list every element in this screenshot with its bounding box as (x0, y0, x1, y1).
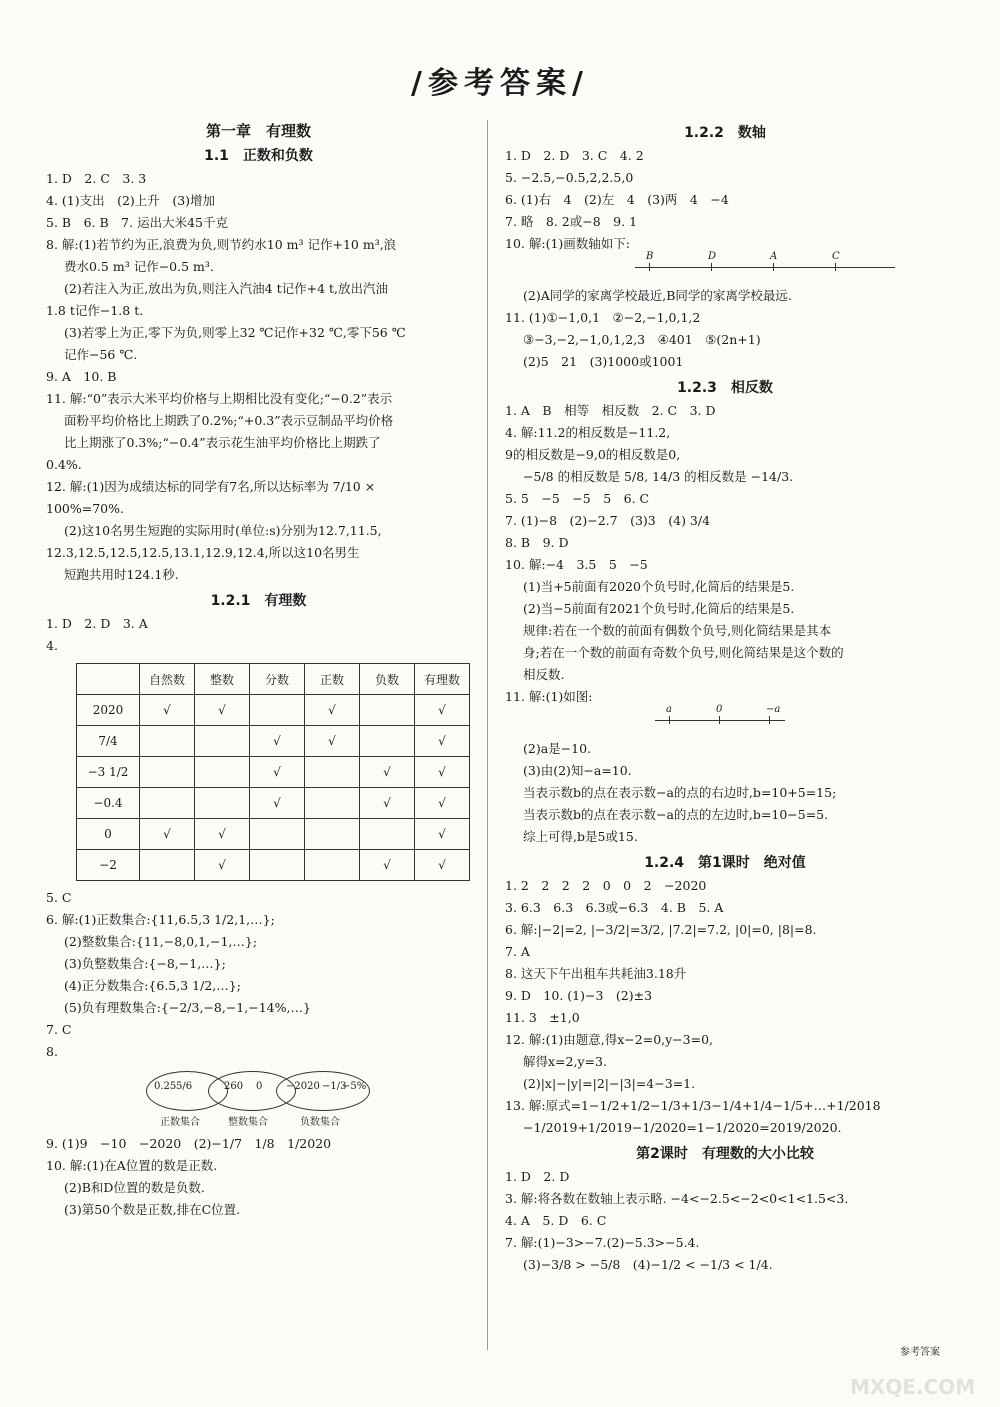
answer-line: 4. A 5. D 6. C (505, 1213, 607, 1228)
table-cell: √ (195, 850, 250, 881)
answer-line: 11. 解:“0”表示大米平均价格与上期相比没有变化;“−0.2”表示 (46, 391, 393, 406)
section-1-1-title: 1.1 正数和负数 (204, 148, 313, 164)
answer-line: 1. D 2. D (505, 1169, 570, 1184)
table-cell: −0.4 (77, 788, 140, 819)
number-line-label: 0 (716, 704, 723, 715)
answer-line: 综上可得,b是5或15. (523, 829, 638, 844)
table-cell: √ (195, 819, 250, 850)
answer-line: (2)5 21 (3)1000或1001 (523, 354, 684, 369)
number-classification-table (76, 663, 470, 881)
table-cell: 有理数 (415, 664, 470, 695)
answer-line: 1.8 t记作−1.8 t. (46, 303, 144, 318)
table-row (77, 850, 470, 881)
venn-label: 整数集合 (228, 1117, 268, 1128)
table-cell (140, 726, 195, 757)
answer-line: (5)负有理数集合:{−2/3,−8,−1,−14%,…} (64, 1000, 311, 1015)
table-cell: √ (415, 850, 470, 881)
column-divider (487, 120, 488, 1350)
number-line-tick (769, 716, 770, 724)
table-cell (195, 757, 250, 788)
answer-line: 6. 解:|−2|=2, |−3/2|=3/2, |7.2|=7.2, |0|=0, |8|=8. (505, 922, 817, 937)
section-1-2-4-answers (505, 875, 945, 1139)
table-cell (360, 695, 415, 726)
answer-line: 12. 解:(1)因为成绩达标的同学有7名,所以达标率为 7/10 × (46, 479, 376, 494)
table-cell: √ (305, 695, 360, 726)
table-cell (305, 819, 360, 850)
table-cell (305, 788, 360, 819)
answer-line: 规律:若在一个数的前面有偶数个负号,则化简结果是其本 (523, 623, 832, 638)
number-line-label: A (770, 251, 778, 262)
answer-line: 记作−56 ℃. (64, 347, 138, 362)
venn-item: −2020 (286, 1081, 320, 1092)
table-cell: 自然数 (140, 664, 195, 695)
answer-line: 10. 解:(1)画数轴如下: (505, 236, 630, 251)
answer-line: 8. B 9. D (505, 535, 569, 550)
answer-line: 1. D 2. D 3. A (46, 616, 148, 631)
answer-line: 9. (1)9 −10 −2020 (2)−1/7 1/8 1/2020 (46, 1136, 332, 1151)
answer-line: (1)当+5前面有2020个负号时,化简后的结果是5. (523, 579, 795, 594)
table-cell: √ (140, 695, 195, 726)
table-cell: 0 (77, 819, 140, 850)
venn-item: 0.25 (154, 1081, 177, 1092)
answer-line: 7. (1)−8 (2)−2.7 (3)3 (4) 3/4 (505, 513, 711, 528)
table-cell: √ (415, 819, 470, 850)
answer-line: 11. 解:(1)如图: (505, 689, 593, 704)
number-line-tick (649, 263, 650, 271)
answer-line: −5/8 的相反数是 5/8, 14/3 的相反数是 −14/3. (523, 469, 794, 484)
table-cell (305, 850, 360, 881)
answer-line: (3)−3/8 > −5/8 (4)−1/2 < −1/3 < 1/4. (523, 1257, 773, 1272)
left-column (46, 118, 471, 1221)
answer-line: 13. 解:原式=1−1/2+1/2−1/3+1/3−1/4+1/4−1/5+…+1/2018 (505, 1098, 881, 1113)
answer-line: (2)当−5前面有2021个负号时,化简后的结果是5. (523, 601, 795, 616)
table-cell (305, 757, 360, 788)
number-line-tick (835, 263, 836, 271)
table-cell: √ (415, 757, 470, 788)
section-1-2-1-answers-cont (46, 887, 471, 1063)
answer-line: 8. 解:(1)若节约为正,浪费为负,则节约水10 m³ 记作+10 m³,浪 (46, 237, 397, 252)
table-cell: √ (415, 695, 470, 726)
section-1-2-3-title: 1.2.3 相反数 (677, 380, 773, 396)
answer-line: 1. A B 相等 相反数 2. C 3. D (505, 403, 716, 418)
answer-line: 7. C (46, 1022, 72, 1037)
answer-line: 9的相反数是−9,0的相反数是0, (505, 447, 681, 462)
answer-line: 9. A 10. B (46, 369, 117, 384)
answer-line: 8. 这天下午出租车共耗油3.18升 (505, 966, 687, 981)
table-cell (140, 757, 195, 788)
number-line-tick (669, 716, 670, 724)
table-cell: 7/4 (77, 726, 140, 757)
answer-line: 5. B 6. B 7. 运出大米45千克 (46, 215, 228, 230)
answer-line: 解得x=2,y=3. (523, 1054, 607, 1069)
answer-line: 100%=70%. (46, 501, 124, 516)
chapter-title: 第一章 有理数 (205, 122, 311, 140)
table-cell: √ (250, 726, 305, 757)
footer-label: 参考答案 (900, 1347, 940, 1358)
answer-line: 6. (1)右 4 (2)左 4 (3)两 4 −4 (505, 192, 729, 207)
section-1-2-1-answers (46, 613, 471, 657)
table-cell: √ (305, 726, 360, 757)
section-1-2-4-title: 1.2.4 第1课时 绝对值 (644, 855, 806, 871)
answer-line: 7. 解:(1)−3>−7.(2)−5.3>−5.4. (505, 1235, 700, 1250)
section-1-2-3-answers (505, 400, 945, 708)
number-line-label: a (666, 704, 672, 715)
lesson-2-answers (505, 1166, 945, 1276)
answer-line: 3. 6.3 6.3 6.3或−6.3 4. B 5. A (505, 900, 724, 915)
answer-line: 7. 略 8. 2或−8 9. 1 (505, 214, 638, 229)
table-cell (195, 788, 250, 819)
number-line-2-axis (655, 720, 785, 721)
answer-line: 3. 解:将各数在数轴上表示略. −4<−2.5<−2<0<1<1.5<3. (505, 1191, 849, 1206)
answer-line: 1. 2 2 2 2 0 0 2 −2020 (505, 878, 707, 893)
table-row (77, 664, 470, 695)
answer-line: 5. −2.5,−0.5,2,2.5,0 (505, 170, 634, 185)
answer-line: ③−3,−2,−1,0,1,2,3 ④401 ⑤(2n+1) (523, 332, 761, 347)
number-line-2 (605, 704, 945, 738)
answer-line: (3)由(2)知−a=10. (523, 763, 632, 778)
table-row (77, 695, 470, 726)
table-cell (360, 819, 415, 850)
venn-item: 5/6 (176, 1081, 193, 1092)
number-line-1 (605, 251, 945, 285)
answer-line: 4. 解:11.2的相反数是−11.2, (505, 425, 671, 440)
answer-line: 11. 3 ±1,0 (505, 1010, 580, 1025)
table-cell: −2 (77, 850, 140, 881)
table-cell: √ (140, 819, 195, 850)
number-line-tick (719, 716, 720, 724)
section-1-2-1-title: 1.2.1 有理数 (210, 593, 307, 609)
answer-line: (2)B和D位置的数是负数. (64, 1180, 205, 1195)
table-cell (195, 726, 250, 757)
answer-line: (3)负整数集合:{−8,−1,…}; (64, 956, 226, 971)
venn-label: 负数集合 (300, 1117, 340, 1128)
answer-line: 7. A (505, 944, 530, 959)
table-cell: √ (415, 726, 470, 757)
number-line-tick (773, 263, 774, 271)
answer-line: (4)正分数集合:{6.5,3 1/2,…}; (64, 978, 241, 993)
answer-line: (3)第50个数是正数,排在C位置. (64, 1202, 241, 1217)
answer-line: 0.4%. (46, 457, 82, 472)
table-cell (140, 788, 195, 819)
answer-line: 5. 5 −5 −5 5 6. C (505, 491, 650, 506)
table-row (77, 726, 470, 757)
answer-line: (2)若注入为正,放出为负,则注入汽油4 t记作+4 t,放出汽油 (64, 281, 388, 296)
table-cell: √ (360, 850, 415, 881)
table-cell: 整数 (195, 664, 250, 695)
section-1-2-3-answers-cont (505, 738, 945, 848)
table-cell: √ (250, 788, 305, 819)
lesson-2-title: 第2课时 有理数的大小比较 (636, 1146, 814, 1162)
table-cell (140, 850, 195, 881)
venn-diagram (146, 1063, 471, 1133)
table-cell: 负数 (360, 664, 415, 695)
table-cell: 分数 (250, 664, 305, 695)
answer-line: (3)若零上为正,零下为负,则零上32 ℃记作+32 ℃,零下56 ℃ (64, 325, 406, 340)
table-cell: √ (360, 757, 415, 788)
venn-label: 正数集合 (160, 1117, 200, 1128)
answer-line: 1. D 2. D 3. C 4. 2 (505, 148, 644, 163)
answer-line: (2)这10名男生短跑的实际用时(单位:s)分别为12.7,11.5, (64, 523, 382, 538)
number-line-label: B (646, 251, 654, 262)
table-row (77, 819, 470, 850)
answer-line: 面粉平均价格比上期跌了0.2%;“+0.3”表示豆制品平均价格 (64, 413, 394, 428)
table-cell (250, 695, 305, 726)
answer-line: 4. (46, 638, 58, 653)
answer-line: 身;若在一个数的前面有奇数个负号,则化简结果是这个数的 (523, 645, 844, 660)
section-1-2-2-answers (505, 145, 945, 255)
table-cell (250, 819, 305, 850)
answer-line: 12.3,12.5,12.5,12.5,13.1,12.9,12.4,所以这10名男生 (46, 545, 360, 560)
answer-line: 8. (46, 1044, 58, 1059)
table-cell: 2020 (77, 695, 140, 726)
answer-line: 11. (1)①−1,0,1 ②−2,−1,0,1,2 (505, 310, 701, 325)
table-cell: √ (195, 695, 250, 726)
number-line-label: D (708, 251, 717, 262)
table-cell (77, 664, 140, 695)
number-line-label: C (832, 251, 840, 262)
answer-line: 6. 解:(1)正数集合:{11,6.5,3 1/2,1,…}; (46, 912, 275, 927)
answer-line: (2)a是−10. (523, 741, 592, 756)
answer-line: (2)A同学的家离学校最近,B同学的家离学校最远. (523, 288, 792, 303)
table-cell: √ (360, 788, 415, 819)
table-row (77, 757, 470, 788)
table-row (77, 788, 470, 819)
answer-line: 当表示数b的点在表示数−a的点的左边时,b=10−5=5. (523, 807, 829, 822)
number-line-label: −a (766, 704, 781, 715)
answer-line: 10. 解:(1)在A位置的数是正数. (46, 1158, 218, 1173)
answer-line: 4. (1)支出 (2)上升 (3)增加 (46, 193, 216, 208)
table-cell (360, 726, 415, 757)
venn-item: −1/3 (322, 1081, 347, 1092)
answer-line: 12. 解:(1)由题意,得x−2=0,y−3=0, (505, 1032, 714, 1047)
number-line-tick (711, 263, 712, 271)
answer-line: 相反数. (523, 667, 565, 682)
table-cell: −3 1/2 (77, 757, 140, 788)
table-cell: 正数 (305, 664, 360, 695)
answer-line: 1. D 2. C 3. 3 (46, 171, 147, 186)
answer-line: (2)|x|−|y|=|2|−|3|=4−3=1. (523, 1076, 696, 1091)
section-1-2-2-answers-cont (505, 285, 945, 373)
table-cell (250, 850, 305, 881)
watermark: MXQE.COM (850, 1375, 976, 1399)
venn-item: 0 (256, 1081, 263, 1092)
table-cell: √ (250, 757, 305, 788)
number-line-1-axis (635, 267, 895, 268)
section-1-2-2-title: 1.2.2 数轴 (684, 125, 766, 141)
answer-line: 费水0.5 m³ 记作−0.5 m³. (64, 259, 214, 274)
answer-line: 短跑共用时124.1秒. (64, 567, 179, 582)
answer-line: (2)整数集合:{11,−8,0,1,−1,…}; (64, 934, 258, 949)
answer-line: 9. D 10. (1)−3 (2)±3 (505, 988, 653, 1003)
answer-line: −1/2019+1/2019−1/2020=1−1/2020=2019/2020. (523, 1120, 842, 1135)
right-column (505, 118, 945, 1276)
answer-line: 当表示数b的点在表示数−a的点的右边时,b=10+5=15; (523, 785, 837, 800)
venn-item: −5% (342, 1081, 367, 1092)
answer-line: 5. C (46, 890, 72, 905)
section-1-2-1-tail (46, 1133, 471, 1221)
answer-line: 10. 解:−4 3.5 5 −5 (505, 557, 648, 572)
section-1-1-answers (46, 168, 471, 586)
table-cell: √ (415, 788, 470, 819)
venn-item: 260 (224, 1081, 244, 1092)
answer-line: 比上期涨了0.3%;“−0.4”表示花生油平均价格比上期跌了 (64, 435, 381, 450)
page-title: /参考答案/ (411, 66, 589, 101)
